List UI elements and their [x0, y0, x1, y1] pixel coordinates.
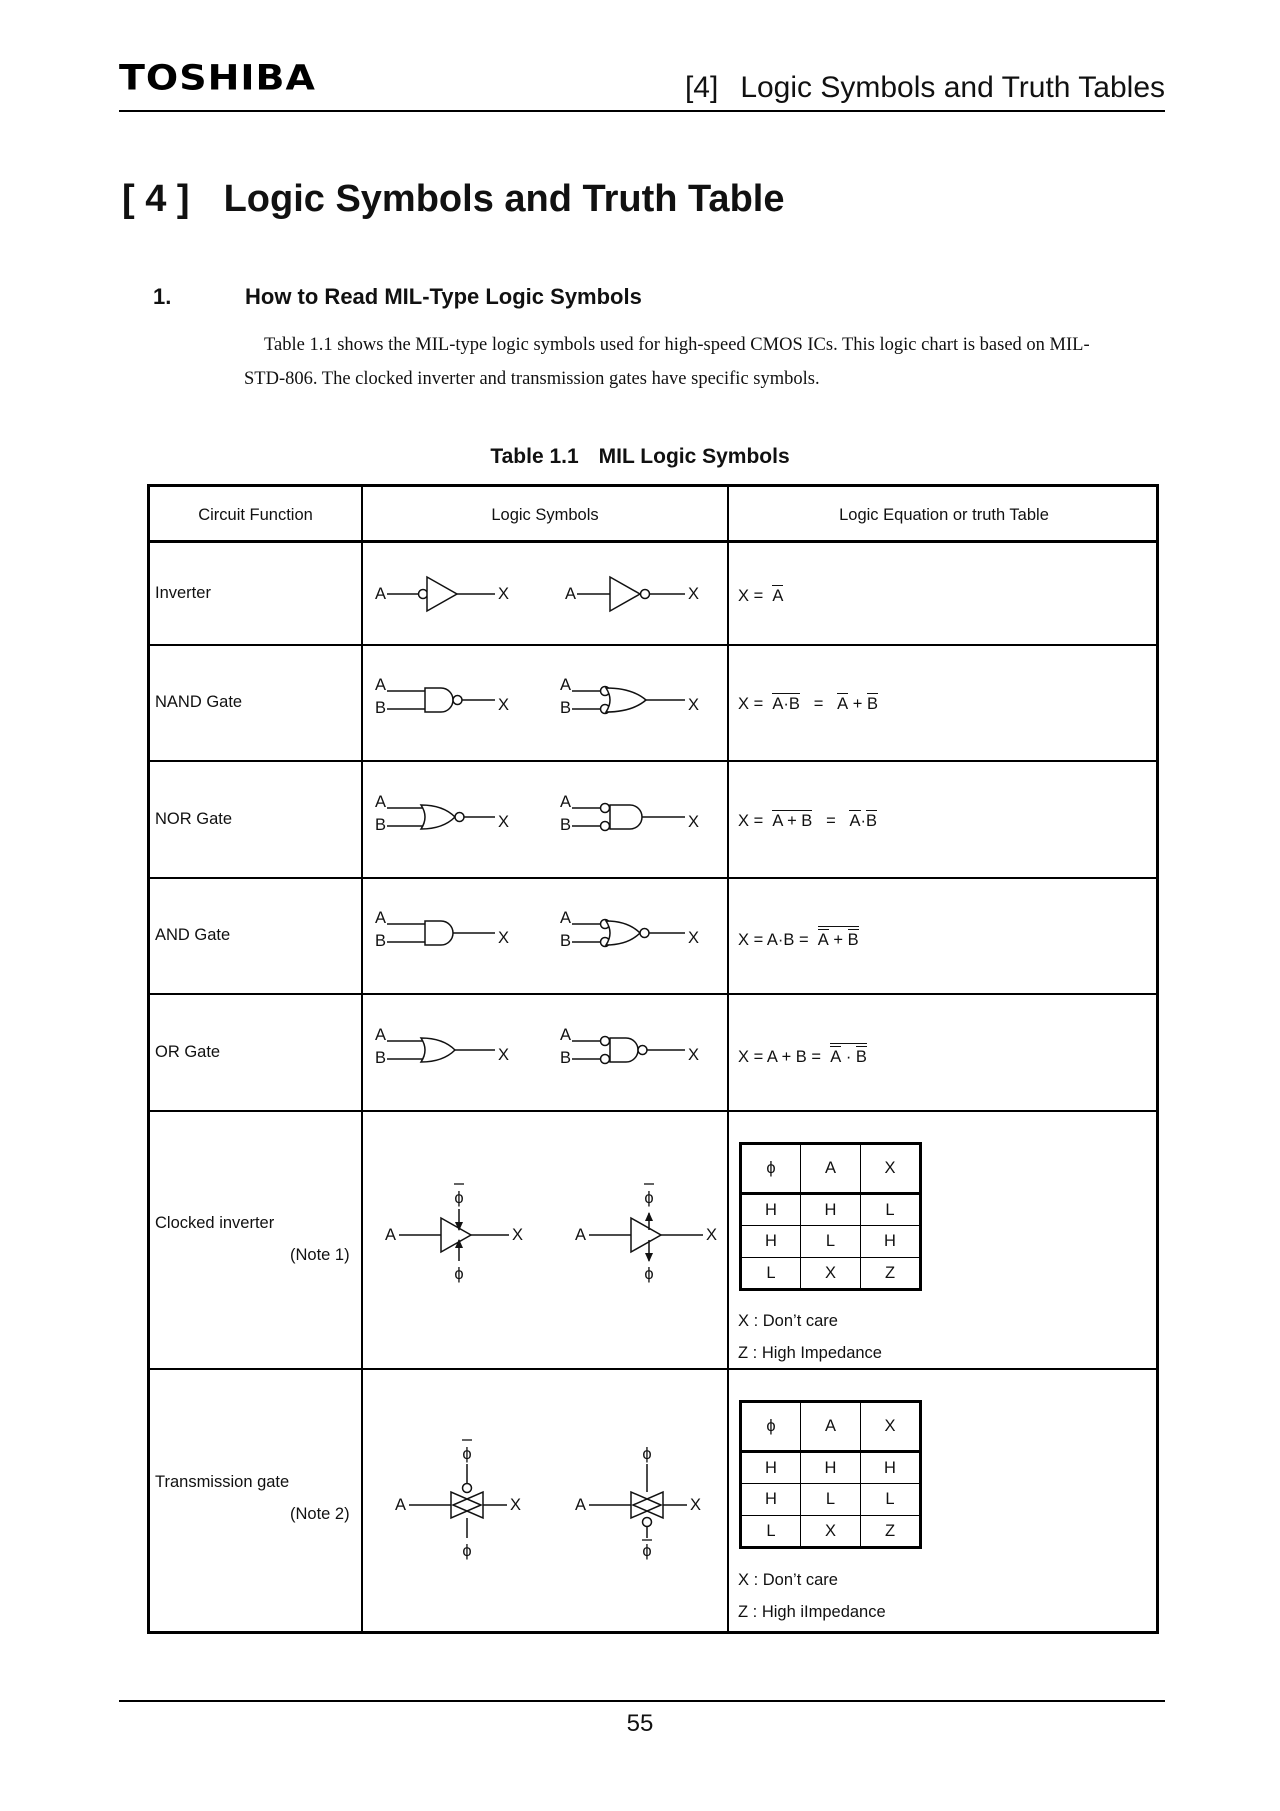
clocked-inv-right-input: A: [575, 1226, 587, 1244]
clocked-inv-right-output: X: [706, 1226, 718, 1244]
eq-nand-term1: A·B: [772, 695, 800, 713]
and-left-output: X: [498, 929, 510, 947]
tt-cell: L: [741, 1516, 801, 1548]
running-header-number: [4]: [684, 71, 719, 104]
tt-cell: L: [861, 1194, 921, 1226]
or-right-output: X: [688, 1046, 700, 1064]
function-transmission-gate: Transmission gate: [155, 1473, 290, 1491]
nor-symbol-and-form: [560, 794, 715, 844]
function-inverter: Inverter: [155, 584, 211, 602]
table-row-divider: [150, 993, 1156, 995]
tg-left-input: A: [395, 1496, 407, 1514]
eq-and-b: B: [847, 931, 859, 949]
tt-cell: H: [741, 1194, 801, 1226]
clocked-inv-left-output: X: [512, 1226, 524, 1244]
nand-left-output: X: [498, 696, 510, 714]
eq-inverter-lhs: X =: [738, 587, 764, 605]
clocked-inv-left-clock: ϕ: [454, 1265, 464, 1283]
tt-cell: H: [861, 1226, 921, 1258]
note-2: (Note 2): [290, 1505, 350, 1523]
tt-cell: H: [741, 1484, 801, 1516]
or-symbol-and-form: [560, 1027, 715, 1077]
chapter-number: [ 4 ]: [122, 178, 190, 220]
tg-left-output: X: [510, 1496, 522, 1514]
nor-left-output: X: [498, 813, 510, 831]
equation-nor: [738, 810, 877, 830]
nand-left-input-b: B: [375, 699, 387, 717]
eq-nand-a: A: [837, 695, 849, 713]
table-caption-title: MIL Logic Symbols: [598, 445, 790, 468]
eq-nand-lhs: X =: [738, 695, 764, 713]
legend-high-impedance-2: Z : High iImpedance: [738, 1603, 886, 1621]
tt-cell: Z: [861, 1516, 921, 1548]
footer-rule: [119, 1700, 1165, 1702]
or-right-input-a: A: [560, 1026, 572, 1044]
section-paragraph: [244, 328, 1124, 396]
section-heading: [153, 286, 642, 308]
running-header-title: [685, 73, 1165, 103]
nor-right-input-a: A: [560, 793, 572, 811]
nand-right-input-a: A: [560, 676, 572, 694]
nor-left-input-a: A: [375, 793, 387, 811]
table-row: [741, 1226, 921, 1258]
legend-high-impedance-1: Z : High Impedance: [738, 1344, 882, 1362]
and-symbol-and-form: [375, 910, 525, 960]
table-row-divider: [150, 877, 1156, 879]
eq-and-outer-bar: [818, 926, 859, 949]
eq-or-outer-bar: [830, 1043, 867, 1066]
truth-table-header-row: [741, 1402, 921, 1452]
inverter-right-output-label: X: [688, 585, 700, 603]
eq-or-b: B: [855, 1048, 867, 1066]
or-left-input-a: A: [375, 1026, 387, 1044]
eq-and-op: +: [833, 931, 844, 949]
tt-cell: X: [801, 1516, 861, 1548]
tt-header-cell: X: [861, 1402, 921, 1452]
tt-cell: L: [861, 1484, 921, 1516]
inverter-left-input-label: A: [375, 585, 387, 603]
legend-dont-care-2: X : Don’t care: [738, 1571, 838, 1589]
nand-right-input-b: B: [560, 699, 572, 717]
transmission-gate-symbol-right: [575, 1432, 715, 1562]
tg-right-input: A: [575, 1496, 587, 1514]
table-caption: [0, 446, 1280, 467]
equation-nand: [738, 693, 878, 713]
tg-right-clock: ϕ: [642, 1445, 652, 1463]
toshiba-logo: TOSHIBA: [119, 57, 316, 98]
table-row: [741, 1194, 921, 1226]
tt-header-cell: ϕ: [741, 1402, 801, 1452]
mil-logic-symbols-table: [147, 484, 1159, 1634]
tt-cell: H: [861, 1452, 921, 1484]
nand-symbol-or-form: [560, 677, 715, 727]
eq-or-a: A: [830, 1048, 842, 1066]
tt-header-cell: A: [801, 1402, 861, 1452]
truth-table-clocked-inverter: [739, 1142, 922, 1291]
and-symbol-or-form: [560, 910, 715, 960]
eq-nor-op: ·: [860, 812, 866, 830]
clocked-inv-right-clock: ϕ: [644, 1265, 654, 1283]
tt-cell: H: [801, 1194, 861, 1226]
table-row-divider: [150, 1368, 1156, 1370]
tt-cell: H: [741, 1452, 801, 1484]
equation-or: [738, 1043, 867, 1066]
eq-and-a: A: [817, 931, 829, 949]
table-caption-number: Table 1.1: [490, 445, 579, 468]
table-header-divider: [150, 540, 1156, 543]
header-rule: [119, 110, 1165, 112]
and-right-input-a: A: [560, 909, 572, 927]
tt-cell: L: [741, 1258, 801, 1290]
equation-and: [738, 926, 859, 949]
running-header-text: Logic Symbols and Truth Tables: [740, 71, 1165, 104]
eq-inverter-rhs: A: [772, 587, 784, 605]
clocked-inv-right-clock-bar: ϕ: [644, 1189, 654, 1207]
eq-and-lhs: X = A·B =: [738, 931, 809, 949]
clocked-inverter-symbol-left: [385, 1175, 545, 1285]
function-and: AND Gate: [155, 926, 231, 944]
and-left-input-a: A: [375, 909, 387, 927]
eq-nor-a: A: [849, 812, 861, 830]
eq-nor-lhs: X =: [738, 812, 764, 830]
tg-right-output: X: [690, 1496, 702, 1514]
equation-inverter: [738, 585, 783, 605]
eq-or-op: ·: [845, 1048, 852, 1066]
clocked-inv-left-input: A: [385, 1226, 397, 1244]
clocked-inv-left-clock-bar: ϕ: [454, 1189, 464, 1207]
note-1: (Note 1): [290, 1246, 350, 1264]
eq-nand-b: B: [866, 695, 878, 713]
tt-cell: X: [801, 1258, 861, 1290]
table-row-divider: [150, 1110, 1156, 1112]
table-row-divider: [150, 644, 1156, 646]
tg-left-clock: ϕ: [462, 1542, 472, 1560]
tt-cell: H: [741, 1226, 801, 1258]
or-right-input-b: B: [560, 1049, 572, 1067]
and-right-input-b: B: [560, 932, 572, 950]
truth-table-header-row: [741, 1144, 921, 1194]
eq-nor-term1: A + B: [772, 812, 813, 830]
nand-left-input-a: A: [375, 676, 387, 694]
tt-header-cell: X: [861, 1144, 921, 1194]
legend-dont-care-1: X : Don’t care: [738, 1312, 838, 1330]
table-column-divider: [727, 487, 729, 1631]
or-left-output: X: [498, 1046, 510, 1064]
and-right-output: X: [688, 929, 700, 947]
eq-nor-sep: =: [826, 812, 836, 830]
function-nand: NAND Gate: [155, 693, 243, 711]
tt-header-cell: ϕ: [741, 1144, 801, 1194]
table-row: [741, 1516, 921, 1548]
nand-right-output: X: [688, 696, 700, 714]
truth-table-transmission-gate: [739, 1400, 922, 1549]
tg-left-clock-bar: ϕ: [462, 1445, 472, 1463]
col-header-circuit-function: Circuit Function: [198, 506, 313, 524]
col-header-logic-equation: Logic Equation or truth Table: [839, 506, 1049, 524]
table-row: [741, 1452, 921, 1484]
tt-cell: L: [801, 1226, 861, 1258]
eq-nor-b: B: [866, 812, 878, 830]
section-number: 1.: [153, 284, 172, 309]
function-or: OR Gate: [155, 1043, 221, 1061]
table-row-divider: [150, 760, 1156, 762]
nor-right-output: X: [688, 813, 700, 831]
nor-right-input-b: B: [560, 816, 572, 834]
eq-or-lhs: X = A + B =: [738, 1048, 822, 1066]
inverter-symbol-right: [565, 567, 715, 617]
nand-symbol-and-form: [375, 677, 525, 727]
or-left-input-b: B: [375, 1049, 387, 1067]
tt-cell: H: [801, 1452, 861, 1484]
clocked-inverter-symbol-right: [575, 1175, 735, 1285]
nor-symbol-or-form: [375, 794, 525, 844]
function-clocked-inverter: Clocked inverter: [155, 1214, 275, 1232]
section-title: How to Read MIL-Type Logic Symbols: [245, 284, 642, 309]
tt-header-cell: A: [801, 1144, 861, 1194]
table-column-divider: [361, 487, 363, 1631]
table-row: [741, 1484, 921, 1516]
or-symbol-or-form: [375, 1027, 525, 1077]
nor-left-input-b: B: [375, 816, 387, 834]
table-row: [741, 1258, 921, 1290]
eq-nand-op: +: [852, 695, 863, 713]
inverter-symbol-left: [375, 567, 525, 617]
and-left-input-b: B: [375, 932, 387, 950]
tt-cell: L: [801, 1484, 861, 1516]
tg-right-clock-bar: ϕ: [642, 1542, 652, 1560]
eq-nand-sep: =: [813, 695, 824, 713]
section-paragraph-text: Table 1.1 shows the MIL-type logic symbols used for high-speed CMOS ICs. This logic chart is based on MIL-STD-806. The clocked inverter and transmission gates have specific symbols.: [244, 335, 1090, 389]
chapter-title-text: Logic Symbols and Truth Table: [223, 178, 785, 220]
inverter-right-input-label: A: [565, 585, 577, 603]
page-number: 55: [626, 1710, 654, 1737]
col-header-logic-symbols: Logic Symbols: [491, 506, 599, 524]
chapter-title: [122, 180, 784, 218]
inverter-left-output-label: X: [498, 585, 510, 603]
tt-cell: Z: [861, 1258, 921, 1290]
transmission-gate-symbol-left: [395, 1432, 535, 1562]
function-nor: NOR Gate: [155, 810, 233, 828]
